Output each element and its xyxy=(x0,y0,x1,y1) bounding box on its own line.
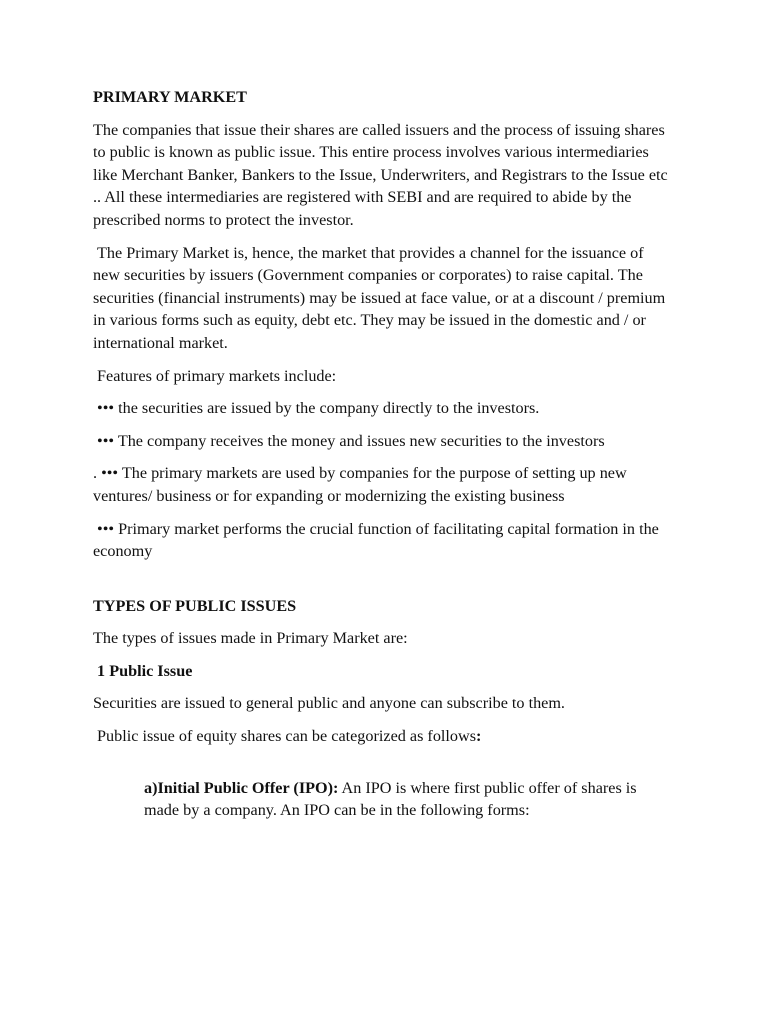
feature-item-4-text: Primary market performs the crucial function of facilitating capital formation in the economy xyxy=(93,519,663,561)
bullet-icon: ••• xyxy=(93,519,119,538)
section-spacer xyxy=(93,573,673,595)
feature-item-2-text: The company receives the money and issues new securities to the investors xyxy=(117,431,605,450)
categorized-colon: : xyxy=(476,727,482,746)
categorized-text: Public issue of equity shares can be categorized as follows xyxy=(93,727,476,746)
subheading-public-issue: 1 Public Issue xyxy=(93,661,193,680)
paragraph-issuers: The companies that issue their shares are called issuers and the process of issuing shares to public is known as public issue. This entire process involves various intermediaries like Merchant Banker, Bankers to the Issue, Underwriters, and Registrars to the Issue etc .. All these intermediaries are registered with SEBI and are required to abide by the prescribed norms to protect the investor. xyxy=(93,120,672,229)
section-title-primary-market: PRIMARY MARKET xyxy=(93,88,247,106)
feature-item-1 xyxy=(93,397,673,420)
feature-item-1-text: the securities are issued by the company directly to the investors. xyxy=(118,399,540,418)
bullet-icon: . ••• xyxy=(93,464,122,483)
paragraph-primary-market-definition: The Primary Market is, hence, the market that provides a channel for the issuance of new securities by issuers (Government companies or corporates) to raise capital. The securities (financial instruments) may be issued at face value, or at a discount / premium in various forms such as equity, debt etc. They may be issued in the domestic and / or international market. xyxy=(93,243,670,352)
ipo-label: a)Initial Public Offer (IPO): xyxy=(144,778,339,797)
feature-item-2 xyxy=(93,430,673,453)
ipo-text: An IPO is where first public offer of shares is made by a company. An IPO can be in the following forms: xyxy=(144,778,641,820)
ipo-paragraph xyxy=(144,777,673,822)
feature-item-4 xyxy=(93,518,673,563)
section-spacer xyxy=(93,758,673,777)
feature-item-3-text: The primary markets are used by companies for the purpose of setting up new ventures/ business or for expanding or modernizing the existing business xyxy=(93,464,631,505)
document-page xyxy=(93,86,673,832)
categorized-statement xyxy=(93,725,673,748)
bullet-icon: ••• xyxy=(93,399,119,418)
features-intro: Features of primary markets include: xyxy=(93,366,337,385)
feature-item-3 xyxy=(93,462,673,507)
public-issue-description: Securities are issued to general public and anyone can subscribe to them. xyxy=(93,694,565,713)
types-intro: The types of issues made in Primary Market are: xyxy=(93,629,408,648)
bullet-icon: ••• xyxy=(93,431,118,450)
section-title-types-of-public-issues: TYPES OF PUBLIC ISSUES xyxy=(93,596,297,615)
